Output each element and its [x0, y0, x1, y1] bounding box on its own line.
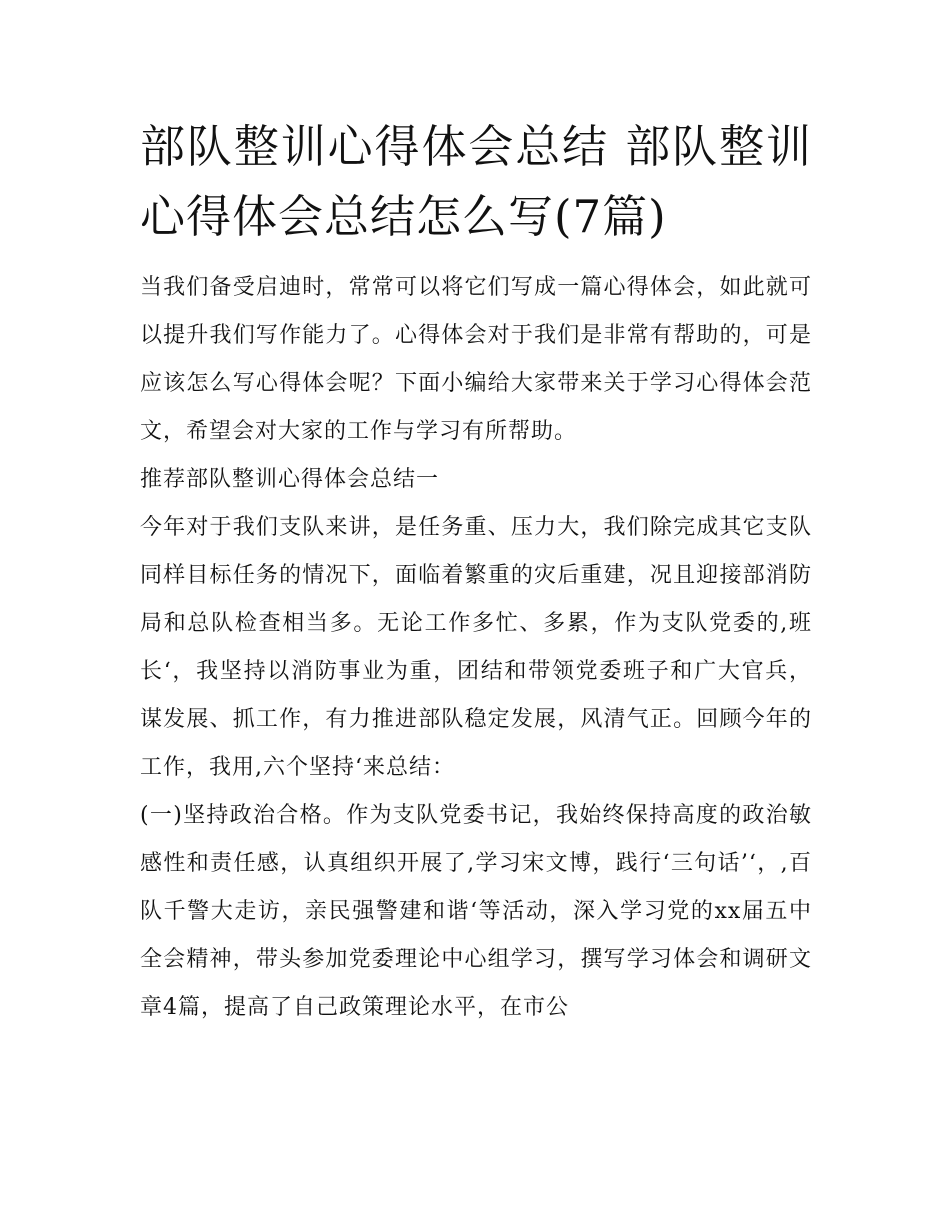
body-paragraph: (一)坚持政治合格。作为支队党委书记，我始终保持高度的政治敏感性和责任感，认真组织开展了,学习宋文博，践行‘三句话’‘，,百队千警大走访，亲民强警建和谐‘等活动，深入学习党的xx届五中全会精神，带头参加党委理论中心组学习，撰写学习体会和调研文章4篇，提高了自己政策理论水平，在市公	[140, 803, 812, 1020]
intro-paragraph: 当我们备受启迪时，常常可以将它们写成一篇心得体会，如此就可以提升我们写作能力了。心得体会对于我们是非常有帮助的，可是应该怎么写心得体会呢？下面小编给大家带来关于学习心得体会范文，希望会对大家的工作与学习有所帮助。	[140, 275, 812, 444]
body-paragraph: 今年对于我们支队来讲，是任务重、压力大，我们除完成其它支队同样目标任务的情况下，面临着繁重的灾后重建，况且迎接部消防局和总队检查相当多。无论工作多忙、多累，作为支队党委的,班长‘，我坚持以消防事业为重，团结和带领党委班子和广大官兵，谋发展、抓工作，有力推进部队稳定发展，风清气正。回顾今年的工作，我用,六个坚持‘来总结：	[140, 515, 812, 780]
section-heading: 推荐部队整训心得体会总结一	[140, 467, 440, 492]
document-page	[140, 112, 812, 1032]
document-title: 部队整训心得体会总结 部队整训心得体会总结怎么写(7篇)	[140, 120, 812, 243]
